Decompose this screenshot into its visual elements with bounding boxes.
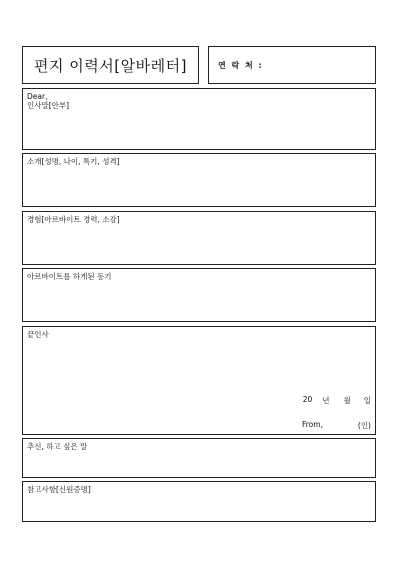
contact-box[interactable]	[208, 46, 376, 84]
reference-section[interactable]	[22, 481, 376, 522]
intro-section[interactable]	[22, 153, 376, 207]
contact-label: 연 락 처 :	[218, 61, 264, 70]
greeting-label: 인사말[안부]	[27, 101, 70, 110]
dear-label: Dear,	[27, 92, 48, 101]
experience-label: 경험[아르바이트 경력, 소감]	[27, 215, 120, 224]
closing-label: 끝인사	[27, 330, 49, 339]
date-day-unit: 일	[363, 396, 371, 405]
motive-label: 아르바이트를 하게된 동기	[27, 272, 112, 281]
motive-section[interactable]	[22, 268, 376, 322]
closing-section[interactable]	[22, 326, 376, 435]
greeting-section[interactable]	[22, 88, 376, 150]
experience-section[interactable]	[22, 211, 376, 265]
postscript-section[interactable]	[22, 438, 376, 478]
date-year: 20	[302, 395, 313, 404]
seal-label: (인)	[357, 421, 371, 430]
postscript-label: 추신, 하고 싶은 말	[27, 442, 88, 451]
date-year-unit: 년	[322, 396, 330, 405]
intro-label: 소개[성명, 나이, 특기, 성격]	[27, 157, 120, 166]
reference-label: 참고사항[신원증명]	[27, 485, 91, 494]
date-month-unit: 월	[343, 396, 351, 405]
title-box	[22, 46, 199, 84]
from-label: From,	[302, 420, 323, 429]
date-row	[303, 395, 371, 406]
document-title: 편지 이력서[알바레터]	[34, 56, 187, 75]
